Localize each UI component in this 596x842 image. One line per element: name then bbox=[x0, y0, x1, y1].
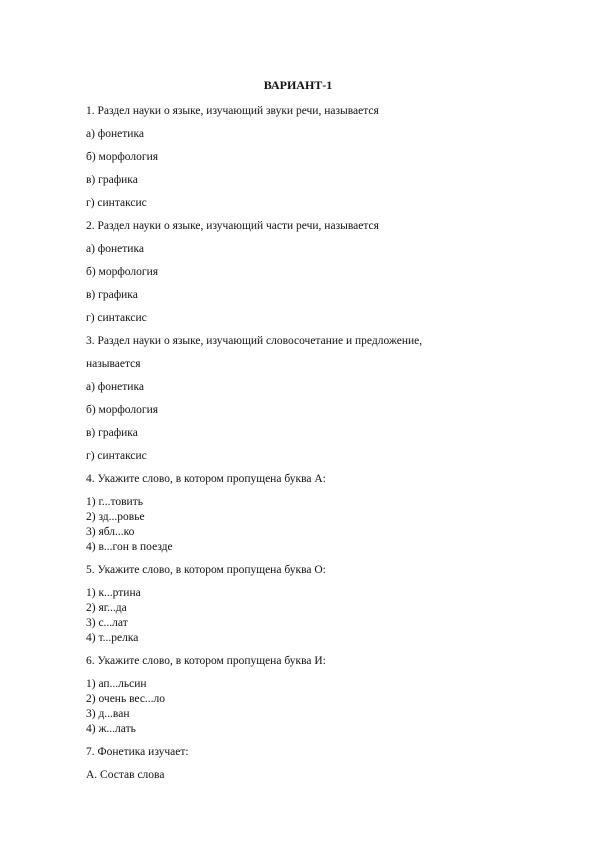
question-3-line-1: 3. Раздел науки о языке, изучающий словосочетание и предложение, bbox=[86, 335, 423, 347]
question-4-option-3: 3) ябл...ко bbox=[86, 526, 135, 538]
question-5: 5. Укажите слово, в котором пропущена буква О: bbox=[86, 564, 326, 576]
question-1-option-b: б) морфология bbox=[86, 151, 159, 163]
question-3-option-a: а) фонетика bbox=[86, 381, 144, 393]
question-6-option-1: 1) ап...льсин bbox=[86, 678, 147, 690]
question-1-option-c: в) графика bbox=[86, 174, 138, 186]
question-4-option-4: 4) в...гон в поезде bbox=[86, 541, 173, 553]
question-4-option-2: 2) зд...ровье bbox=[86, 511, 145, 523]
question-6: 6. Укажите слово, в котором пропущена буква И: bbox=[86, 655, 326, 667]
question-3-option-d: г) синтаксис bbox=[86, 450, 147, 462]
question-2-option-d: г) синтаксис bbox=[86, 312, 147, 324]
question-1-option-d: г) синтаксис bbox=[86, 197, 147, 209]
question-2-option-c: в) графика bbox=[86, 289, 138, 301]
question-5-option-4: 4) т...релка bbox=[86, 632, 139, 644]
question-6-option-3: 3) д...ван bbox=[86, 708, 130, 720]
question-3-line-2: называется bbox=[86, 358, 141, 370]
question-3-option-c: в) графика bbox=[86, 427, 138, 439]
question-6-option-2: 2) очень вес...ло bbox=[86, 693, 166, 705]
question-7-option-a: А. Состав слова bbox=[86, 769, 165, 781]
question-5-option-2: 2) яг...да bbox=[86, 602, 127, 614]
page-title: ВАРИАНТ-1 bbox=[263, 78, 333, 92]
question-4-option-1: 1) г...товить bbox=[86, 496, 143, 508]
question-2: 2. Раздел науки о языке, изучающий части речи, называется bbox=[86, 220, 379, 232]
question-3-option-b: б) морфология bbox=[86, 404, 159, 416]
question-5-option-3: 3) с...лат bbox=[86, 617, 128, 629]
question-5-option-1: 1) к...ртина bbox=[86, 587, 141, 599]
question-1-option-a: а) фонетика bbox=[86, 128, 144, 140]
question-2-option-b: б) морфология bbox=[86, 266, 159, 278]
question-6-option-4: 4) ж...лать bbox=[86, 723, 136, 735]
question-7: 7. Фонетика изучает: bbox=[86, 746, 189, 758]
question-1: 1. Раздел науки о языке, изучающий звуки речи, называется bbox=[86, 105, 379, 117]
question-4: 4. Укажите слово, в котором пропущена буква А: bbox=[86, 473, 326, 485]
question-2-option-a: а) фонетика bbox=[86, 243, 144, 255]
test-content bbox=[86, 103, 526, 790]
